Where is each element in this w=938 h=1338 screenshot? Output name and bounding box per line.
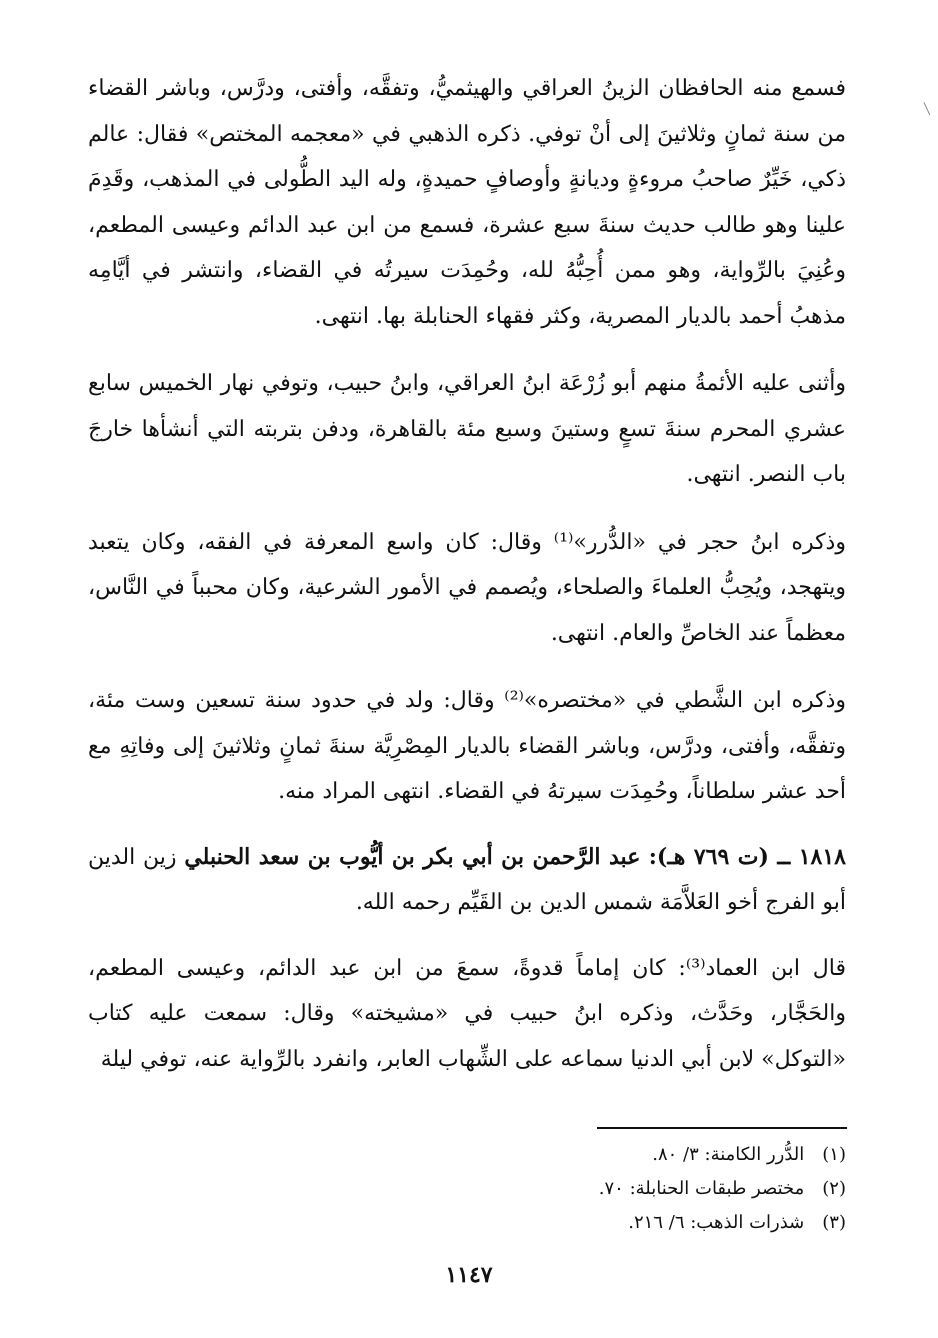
footnote-text: شذرات الذهب: ٦/ ٢١٦. xyxy=(628,1212,805,1233)
paragraph-6: قال ابن العماد⁽³⁾: كان إماماً قدوةً، سمعَ من ابن عبد الدائم، وعيسى المطعم، والحَجَّار، وحَدَّث، وذكره ابنُ حبيب في «مشيخته» وقال: سمعت عليه كتاب «التوكل» لابن أبي الدنيا سماعه على الشِّهاب العابر، وانفرد بالرِّواية عنه، توفي ليلة xyxy=(88,955,846,1072)
paragraph-1: فسمع منه الحافظان الزينُ العراقي والهيثميُّ، وتفقَّه، وأفتى، ودرَّس، وباشر القضاء من سنة ثمانٍ وثلاثينَ إلى أنْ توفي. ذكره الذهبي في «معجمه المختص» فقال: عالم ذكي، خَيِّرٌ صاحبُ مروءةٍ وديانةٍ وأوصافٍ حميدةٍ، وله اليد الطُّولى في المذهب، وقَدِمَ علينا وهو طالب حديث سنةَ سبع عشرة، فسمع من ابن عبد الدائم وعيسى المطعم، وعُنِيَ بالرِّواية، وهو ممن أُحِبُّهُ لله، وحُمِدَت سيرتُه في القضاء، وانتشر في أيَّامِه مذهبُ أحمد بالديار المصرية، وكثر فقهاء الحنابلة بها. انتهى. xyxy=(88,76,846,329)
paragraph-2: وأثنى عليه الأئمةُ منهم أبو زُرْعَة ابنُ العراقي، وابنُ حبيب، وتوفي نهار الخميس سابع عشري المحرم سنةَ تسعٍ وستينَ وسبع مئة بالقاهرة، ودفن بتربته التي أنشأها خارجَ باب النصر. انتهى. xyxy=(88,371,846,487)
footnote-divider xyxy=(597,1127,847,1129)
footnote-2 xyxy=(88,1172,846,1206)
scan-mark xyxy=(923,99,937,115)
biography-entry xyxy=(88,835,846,926)
footnote-number: (٢) xyxy=(822,1178,846,1199)
footnote-text: الدُّرر الكامنة: ٣/ ٨٠. xyxy=(652,1144,805,1165)
page-number: ١١٤٧ xyxy=(445,1262,493,1288)
paragraph-3: وذكره ابنُ حجر في «الدُّرر»⁽¹⁾ وقال: كان واسع المعرفة في الفقه، وكان يتعبد ويتهجد، ويُحِبُّ العلماءَ والصلحاء، ويُصمم في الأمور الشرعية، وكان محبباً في النَّاس، معظماً عند الخاصِّ والعام. انتهى. xyxy=(88,529,846,646)
footnote-3 xyxy=(88,1206,846,1240)
footnote-1 xyxy=(88,1138,846,1172)
footnotes xyxy=(88,1138,846,1240)
footnote-number: (١) xyxy=(822,1144,846,1165)
footnote-number: (٣) xyxy=(822,1212,846,1233)
entry-heading: ١٨١٨ ــ (ت ٧٦٩ هـ): عبد الرَّحمن بن أبي بكر بن أيُّوب بن سعد الحنبلي xyxy=(184,843,846,870)
paragraph-4: وذكره ابن الشَّطي في «مختصره»⁽²⁾ وقال: ولد في حدود سنة تسعين وست مئة، وتفقَّه، وأفتى، ودرَّس، وباشر القضاء بالديار المِصْرِيَّة سنةَ ثمانٍ وثلاثينَ إلى وفاتِهِ مع أحد عشر سلطاناً، وحُمِدَت سيرتهُ في القضاء. انتهى المراد منه. xyxy=(88,688,846,804)
page-body xyxy=(88,66,846,1082)
footnote-text: مختصر طبقات الحنابلة: ٧٠. xyxy=(598,1178,805,1199)
entry-heading-rest: زين الدين أبو الفرج أخو العَلاَّمَة شمس الدين بن القَيِّم رحمه الله. xyxy=(88,844,846,915)
